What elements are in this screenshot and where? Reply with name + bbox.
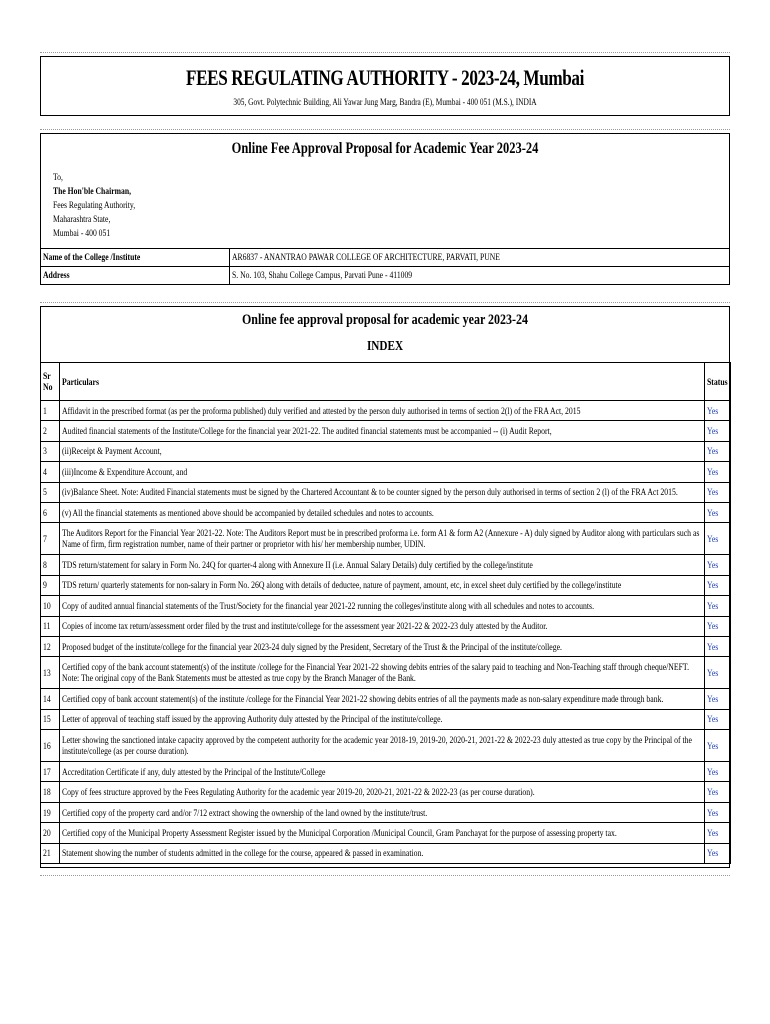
status-yes-badge: Yes (707, 740, 719, 751)
status-header: Status (705, 363, 731, 401)
index-row (41, 575, 731, 595)
addressee-line: The Hon'ble Chairman, (53, 186, 132, 196)
row-status (705, 575, 731, 595)
index-row (41, 689, 731, 709)
index-row (41, 482, 731, 502)
status-yes-badge: Yes (707, 533, 719, 544)
index-row (41, 843, 731, 863)
row-sr-no: 3 (41, 441, 60, 461)
row-particulars: Copy of audited annual financial statements of the Trust/Society for the financial year 2021-22 running the colleges/institute along with all schedules and notes to accounts. (60, 596, 705, 616)
row-particulars: Accreditation Certificate if any, duly attested by the Principal of the Institute/College (60, 762, 705, 782)
row-particulars: Affidavit in the prescribed format (as per the proforma published) duly verified and attested by the person duly authorised in terms of section 2(l) of the FRA Act, 2015 (60, 401, 705, 421)
address-label: Address (43, 270, 70, 280)
row-status (705, 502, 731, 522)
index-header-row (41, 363, 731, 401)
row-particulars: Letter showing the sanctioned intake capacity approved by the competent authority for the academic year 2018-19, 2019-20, 2020-21, 2021-22 & 2022-23 duly attested as true copy by the Principal of the institute/college (as per course duration). (60, 730, 705, 762)
row-particulars: Certified copy of the bank account statement(s) of the institute /college for the Financial Year 2021-22 showing debits entries of the salary paid to teaching and Non-Teaching staff through cheque/NEFT. Note: The original copy of the Bank Statements must be attested as true copy by the Branch Manager of the Bank. (60, 657, 705, 689)
index-row (41, 782, 731, 802)
status-yes-badge: Yes (707, 487, 719, 498)
row-status (705, 730, 731, 762)
section-divider (40, 302, 730, 303)
row-status (705, 689, 731, 709)
row-particulars: (v) All the financial statements as mentioned above should be accompanied by detailed schedules and notes to accounts. (60, 502, 705, 522)
status-yes-badge: Yes (707, 621, 719, 632)
index-row (41, 462, 731, 482)
row-particulars: (ii)Receipt & Payment Account, (60, 441, 705, 461)
row-sr-no: 13 (41, 657, 60, 689)
status-yes-badge: Yes (707, 827, 719, 838)
index-section-title: Online fee approval proposal for academic year 2023-24 (241, 312, 529, 328)
index-row (41, 421, 731, 441)
addressee-line: Fees Regulating Authority, (53, 200, 136, 210)
proposal-title: Online Fee Approval Proposal for Academic Year 2023-24 (231, 140, 539, 157)
row-particulars: Certified copy of the property card and/or 7/12 extract showing the ownership of the land owned by the institute/trust. (60, 802, 705, 822)
addressee-block (53, 170, 135, 240)
row-status (705, 657, 731, 689)
row-sr-no: 11 (41, 616, 60, 636)
status-yes-badge: Yes (707, 405, 719, 416)
status-yes-badge: Yes (707, 667, 719, 678)
row-particulars: The Auditors Report for the Financial Year 2021-22. Note: The Auditors Report must be in prescribed proforma i.e. form A1 & form A2 (Annexure - A) duly signed by Auditor along with particulars such as Name of firm, firm registration number, name of their partner or proprietor with his/ her membership number, UDIN. (60, 523, 705, 555)
authority-address: 305, Govt. Polytechnic Building, Ali Yawar Jung Marg, Bandra (E), Mumbai - 400 051 (M.S.), INDIA (233, 97, 537, 107)
addressee-line: Mumbai - 400 051 (53, 228, 111, 238)
index-row (41, 502, 731, 522)
status-yes-badge: Yes (707, 426, 719, 437)
row-sr-no: 12 (41, 636, 60, 656)
status-yes-badge: Yes (707, 693, 719, 704)
index-table (40, 362, 731, 864)
row-sr-no: 8 (41, 555, 60, 575)
row-sr-no: 17 (41, 762, 60, 782)
status-yes-badge: Yes (707, 560, 719, 571)
index-row (41, 401, 731, 421)
row-sr-no: 9 (41, 575, 60, 595)
index-row (41, 441, 731, 461)
row-sr-no: 6 (41, 502, 60, 522)
row-status (705, 421, 731, 441)
top-divider (40, 52, 730, 53)
row-status (705, 596, 731, 616)
index-row (41, 523, 731, 555)
row-sr-no: 2 (41, 421, 60, 441)
college-name-label: Name of the College /Institute (43, 252, 141, 262)
row-sr-no: 4 (41, 462, 60, 482)
index-row (41, 709, 731, 729)
bottom-divider (40, 875, 730, 876)
row-status (705, 843, 731, 863)
status-yes-badge: Yes (707, 466, 719, 477)
row-status (705, 823, 731, 843)
row-particulars: Copy of fees structure approved by the Fees Regulating Authority for the academic year 2019-20, 2020-21, 2021-22 & 2022-23 (as per course duration). (60, 782, 705, 802)
status-yes-badge: Yes (707, 766, 719, 777)
row-particulars: Copies of income tax return/assessment order filed by the trust and institute/college for the assessment year 2021-22 & 2022-23 duly attested by the Auditor. (60, 616, 705, 636)
index-row (41, 802, 731, 822)
row-particulars: Certified copy of bank account statement(s) of the institute /college for the Financial Year 2021-22 showing debits entries of all the payments made as non-salary expenditure made through bank. (60, 689, 705, 709)
status-yes-badge: Yes (707, 446, 719, 457)
index-row (41, 657, 731, 689)
row-status (705, 441, 731, 461)
row-particulars: TDS return/statement for salary in Form No. 24Q for quarter-4 along with Annexure II (i.e. Annual Salary Details) duly certified by the college/institute (60, 555, 705, 575)
college-name-row (41, 248, 729, 267)
address-value: S. No. 103, Shahu College Campus, Parvati Pune - 411009 (232, 270, 413, 280)
addressee-line: Maharashtra State, (53, 214, 111, 224)
row-sr-no: 14 (41, 689, 60, 709)
row-particulars: TDS return/ quarterly statements for non-salary in Form No. 26Q along with details of deductee, nature of payment, amount, etc, in excel sheet duly certified by the college/institute (60, 575, 705, 595)
row-status (705, 482, 731, 502)
row-status (705, 782, 731, 802)
row-status (705, 709, 731, 729)
addressee-line: To, (53, 172, 63, 182)
index-row (41, 762, 731, 782)
address-row (41, 266, 729, 285)
index-row (41, 596, 731, 616)
row-status (705, 555, 731, 575)
college-name-value: AR6837 - ANANTRAO PAWAR COLLEGE OF ARCHITECTURE, PARVATI, PUNE (232, 252, 500, 262)
status-yes-badge: Yes (707, 848, 719, 859)
authority-title: FEES REGULATING AUTHORITY - 2023-24, Mumbai (186, 65, 584, 90)
index-row (41, 636, 731, 656)
sr-no-header: Sr No (41, 363, 60, 401)
row-sr-no: 16 (41, 730, 60, 762)
index-row (41, 616, 731, 636)
status-yes-badge: Yes (707, 787, 719, 798)
row-sr-no: 10 (41, 596, 60, 616)
status-yes-badge: Yes (707, 580, 719, 591)
proposal-section (40, 133, 730, 285)
index-row (41, 555, 731, 575)
index-heading: INDEX (366, 339, 404, 354)
row-status (705, 802, 731, 822)
row-status (705, 462, 731, 482)
status-yes-badge: Yes (707, 807, 719, 818)
row-sr-no: 21 (41, 843, 60, 863)
row-particulars: Certified copy of the Municipal Property Assessment Register issued by the Municipal Corporation /Municipal Council, Gram Panchayat for the purpose of assessing property tax. (60, 823, 705, 843)
status-yes-badge: Yes (707, 507, 719, 518)
row-particulars: Letter of approval of teaching staff issued by the approving Authority duly attested by the Principal of the institute/college. (60, 709, 705, 729)
row-particulars: Audited financial statements of the Institute/College for the financial year 2021-22. The audited financial statements must be accompanied -- (i) Audit Report, (60, 421, 705, 441)
row-status (705, 401, 731, 421)
row-sr-no: 18 (41, 782, 60, 802)
index-row (41, 730, 731, 762)
status-yes-badge: Yes (707, 714, 719, 725)
status-yes-badge: Yes (707, 600, 719, 611)
authority-header (40, 56, 730, 116)
row-sr-no: 5 (41, 482, 60, 502)
particulars-header: Particulars (60, 363, 705, 401)
row-status (705, 616, 731, 636)
row-sr-no: 1 (41, 401, 60, 421)
index-row (41, 823, 731, 843)
row-particulars: (iv)Balance Sheet. Note: Audited Financial statements must be signed by the Chartered Accountant & to be counter signed by the person duly authorised in terms of section 2 (l) of the FRA Act 2015. (60, 482, 705, 502)
row-particulars: Statement showing the number of students admitted in the college for the course, appeared & passed in examination. (60, 843, 705, 863)
row-sr-no: 20 (41, 823, 60, 843)
row-sr-no: 15 (41, 709, 60, 729)
row-sr-no: 19 (41, 802, 60, 822)
section-divider (40, 129, 730, 130)
row-sr-no: 7 (41, 523, 60, 555)
status-yes-badge: Yes (707, 641, 719, 652)
row-status (705, 636, 731, 656)
row-particulars: Proposed budget of the institute/college for the financial year 2023-24 duly signed by the President, Secretary of the Trust & the Principal of the institute/college. (60, 636, 705, 656)
row-status (705, 523, 731, 555)
row-status (705, 762, 731, 782)
row-particulars: (iii)Income & Expenditure Account, and (60, 462, 705, 482)
index-section (40, 306, 730, 868)
